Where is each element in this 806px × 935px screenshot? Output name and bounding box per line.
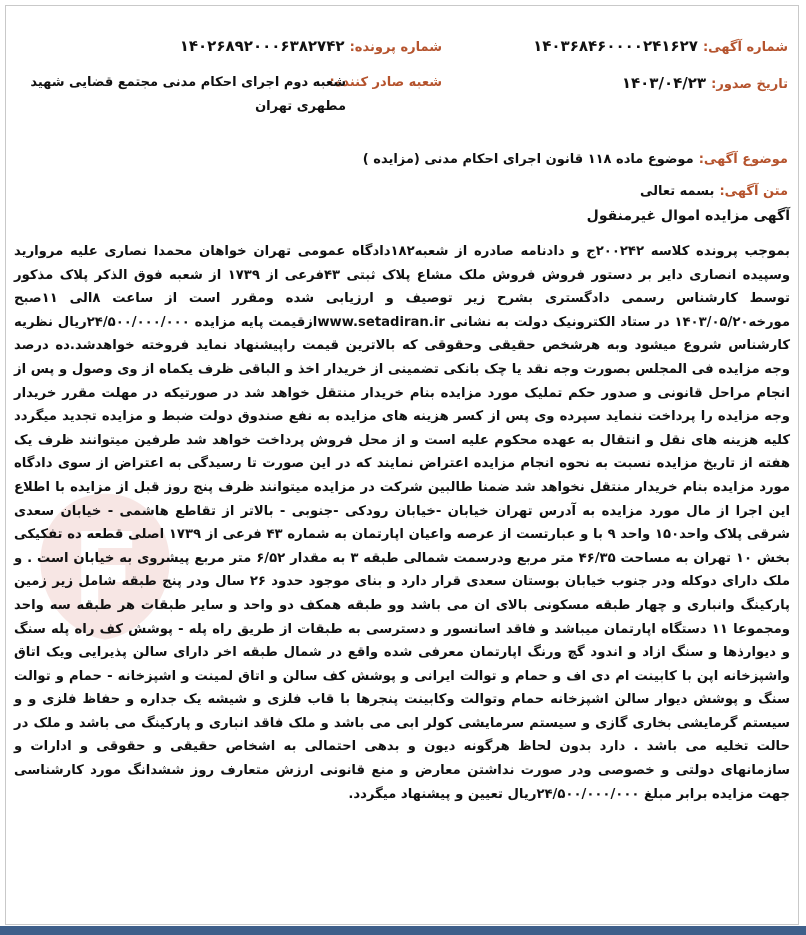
subject-value: موضوع ماده ۱۱۸ قانون اجرای احکام مدنی (مزایده ): [362, 152, 694, 167]
issue-date-label: تاریخ صدور:: [711, 77, 788, 92]
ad-number-label: شماره آگهی:: [702, 40, 788, 55]
notice-heading: آگهی مزایده اموال غیرمنقول: [586, 208, 790, 224]
ad-number-value: ۱۴۰۳۶۸۴۶۰۰۰۰۲۴۱۶۲۷: [533, 37, 698, 55]
issuer-label: شعبه صادر کننده:: [329, 75, 442, 90]
case-number-value: ۱۴۰۲۶۸۹۲۰۰۰۶۳۸۲۷۴۲: [179, 37, 345, 55]
issuer-value: شعبه دوم اجرای احکام مدنی مجتمع قضایی شهید مطهری تهران: [30, 75, 346, 114]
notice-body: بموجب پرونده کلاسه ۲۰۰۲۴۲ج و دادنامه صادره از شعبه۱۸۲دادگاه عمومی تهران خواهان محمدا نصاری علیه مروارید وسپیده انصاری دایر بر دستور فروش فروش ملک مشاع پلاک ثبتی ۴۳فرعی از ۱۷۳۹ از شعبه فوق الذکر پلاک مذکور توسط کارشناس رسمی دادگستری بشرح زیر توصیف و ارزیابی شده ومقرر است از ساعت ۸الی ۱۱صبح مورخه۱۴۰۳/۰۵/۲۰ در ستاد الکترونیک دولت به نشانی www.setadiran.irازقیمت پایه مزایده ۲۴/۵۰۰/۰۰۰/۰۰۰ریال نظریه کارشناس شروع میشود وبه هرشخص حقیقی وحقوقی که بالاترین قیمت راپیشنهاد نماید فروخته خواهدشد.ده درصد وجه مزایده فی المجلس بصورت وجه نقد یا چک بانکی تضمینی از خریدار اخذ و الباقی ظرف یکماه از وی وصول و پس از انجام مراحل قانونی و صدور حکم تملیک مورد مزایده بنام خریدار منتقل خواهد شد در صورتیکه در مهلت مقرر خریدار وجه مزایده را پرداخت ننماید سپرده وی پس از کسر هزینه های مزایده به نفع صندوق دولت ضبط و مزایده تجدید میگردد کلیه هزینه های نقل و انتقال به عهده محکوم علیه است و از محل فروش پرداخت خواهد شد طرفین میتوانند ظرف یک هفته از تاریخ مزایده نسبت به نحوه انجام مزایده اعتراض نمایند که در این صورت تا رسیدگی به اعتراض از سوی دادگاه مورد مزایده بنام خریدار منتقل نخواهد شد ضمنا طالبین شرکت در مزایده میتوانند ظرف پنج روز قبل از مزایده با اطلاع این اجرا از مال مورد مزایده به آدرس تهران خیابان -خیابان رودکی -جنوبی - بالاتر از تقاطع هاشمی - خیابان سعدی شرقی پلاک واحد۱۵۰ واحد ۹ با و عبارتست از عرصه واعیان اپارتمان به شماره ۴۳ فرعی از ۱۷۳۹ اصلی قطعه ده تفکیکی بخش ۱۰ تهران به مساحت ۴۶/۳۵ متر مربع ودرسمت شمالی طبقه ۳ به مقدار ۶/۵۲ متر مربع پیشروی به خیابان است . و ملک دارای دوکله ودر جنوب خیابان بوستان سعدی قرار دارد و بنای موجود حدود ۲۶ سال ودر پنج طبقه شامل زیر زمین پارکینگ وانباری و چهار طبقه مسکونی بالای ان می باشد وو طبقه همکف دو واحد و سایر طبقات هر طبقه سه واحد ومجموعا ۱۱ دستگاه اپارتمان میباشد و فاقد اسانسور و دسترسی به طبقات از طریق راه پله - پوشش کف راه پله سنگ و دیوارذها و سنگ ازاد و اندود گچ ورنگ اپارتمان معرفی شده واقع در شمال طبقه اخر دارای سالن پذیرایی ویک اتاق واشپزخانه اپن با کابینت ام دی اف و حمام و توالت ایرانی و پوشش کف سالن و اتاق لمینت و اشپزخانه - حمام و توالت سنگ و پوشش دیوار سالن اشپزخانه حمام وتوالت وکابینت پنجرها با قاب فلزی و شیشه یک جداره و حفاظ فلزی و و سیستم گرمایشی بخاری گازی و سیستم سرمایشی کولر ابی می باشد و ملک فاقد انباری و پارکینگ می باشد و ملک در حالت تخلیه می باشد . دارد بدون لحاظ هرگونه دیون و بدهی احتمالی به اشخاص حقیقی و حقوقی و ادارات و سازمانهای دولتی و خصوصی ودر صورت نداشتن معارض و منع قانونی ارزش متعارف روز ششدانگ مورد کارشناسی جهت مزایده برابر مبلغ ۲۴/۵۰۰/۰۰۰/۰۰۰ریال تعیین و پیشنهاد میگردد.: [14, 244, 791, 802]
case-number-label: شماره پرونده:: [349, 40, 442, 55]
text-field: [640, 180, 788, 199]
issuer-label-row: [329, 71, 442, 90]
case-number: [180, 36, 442, 55]
issue-date: [622, 73, 788, 92]
text-field-label: متن آگهی:: [719, 184, 788, 199]
ad-number: [533, 36, 788, 55]
text-field-value: بسمه تعالی: [640, 184, 715, 199]
issue-date-value: ۱۴۰۳/۰۴/۲۳: [621, 74, 707, 92]
subject-label: موضوع آگهی:: [698, 152, 788, 167]
bottom-bar: [0, 926, 806, 935]
subject: [363, 148, 788, 167]
